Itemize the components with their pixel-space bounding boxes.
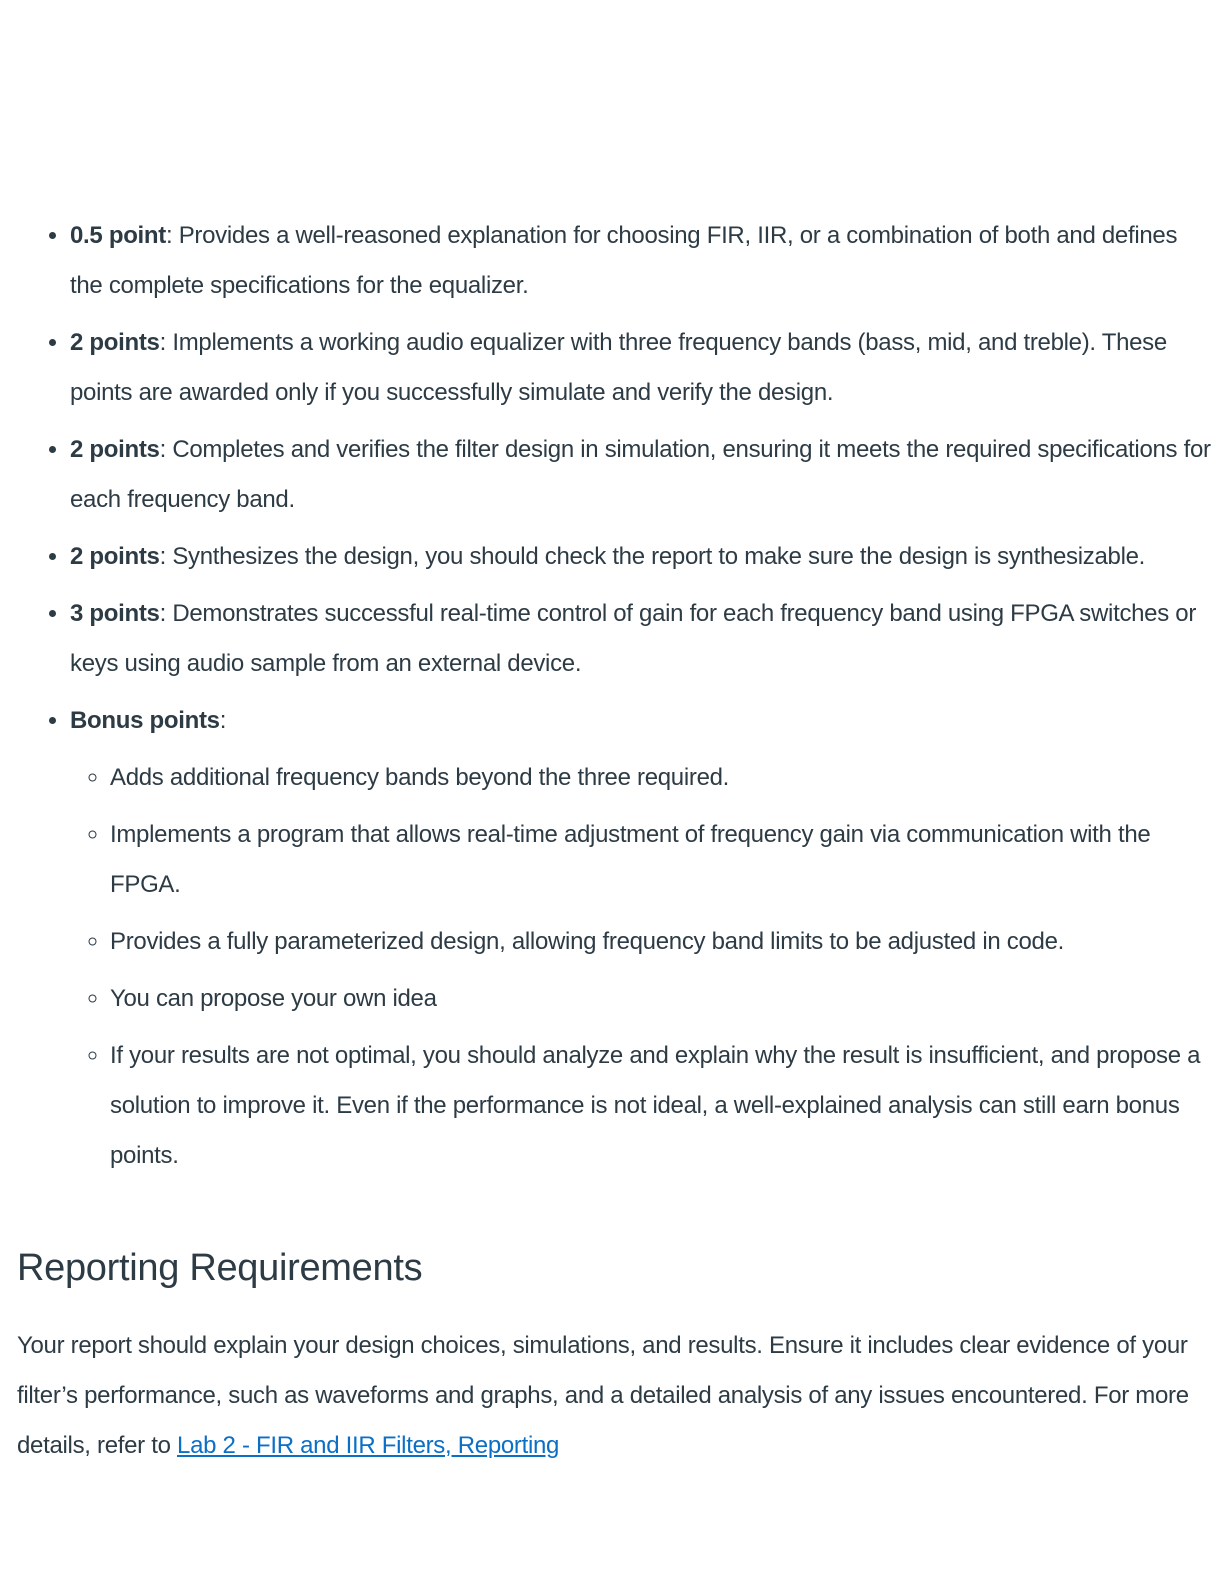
rubric-item: • 2 points: Completes and verifies the filter design in simulation, ensuring it meets the required specifications for each frequency band.: [70, 425, 1212, 525]
reporting-paragraph: Your report should explain your design choices, simulations, and results. Ensure it includes clear evidence of your filter’s performance, such as waveforms and graphs, and a detailed analysis of any issues encountered. For more details, refer to Lab 2 - FIR and IIR Filters, Reporting: [17, 1332, 1189, 1459]
bonus-sub-item: ◦ Adds additional frequency bands beyond the three required.: [110, 753, 1212, 803]
section-heading: Reporting Requirements: [17, 1247, 423, 1289]
bonus-list: [70, 753, 1212, 1181]
reporting-link[interactable]: Lab 2 - FIR and IIR Filters, Reporting: [177, 1432, 560, 1459]
rubric-list: [17, 211, 1212, 1181]
bonus-sub-item: ◦ Implements a program that allows real-time adjustment of frequency gain via communication with the FPGA.: [110, 810, 1212, 910]
rubric-item: • 2 points: Synthesizes the design, you should check the report to make sure the design is synthesizable.: [70, 532, 1212, 582]
bonus-sub-item: ◦ Provides a fully parameterized design, allowing frequency band limits to be adjusted in code.: [110, 917, 1212, 967]
bonus-sub-item: ◦ You can propose your own idea: [110, 974, 1212, 1024]
bonus-sub-item: ◦ If your results are not optimal, you should analyze and explain why the result is insufficient, and propose a solution to improve it. Even if the performance is not ideal, a well-explained analysis can still earn bonus points.: [110, 1031, 1212, 1181]
rubric-item: • 2 points: Implements a working audio equalizer with three frequency bands (bass, mid, and treble). These points are awarded only if you successfully simulate and verify the design.: [70, 318, 1212, 418]
content: [17, 211, 1212, 1471]
rubric-item: • 3 points: Demonstrates successful real-time control of gain for each frequency band using FPGA switches or keys using audio sample from an external device.: [70, 589, 1212, 689]
rubric-item: • 0.5 point: Provides a well-reasoned explanation for choosing FIR, IIR, or a combination of both and defines the complete specifications for the equalizer.: [70, 211, 1212, 311]
bonus-item: • Bonus points: ◦ Adds additional frequency bands beyond the three required. ◦ Implements a program that allows real-time adjustment of frequency gain via communication with the FPGA. ◦ Provides a fully parameterized design, allowing frequency band limits to be adjusted in code. ◦ You can propose your own idea ◦ If your results are not optimal, you should analyze and explain why the result is insufficient, and propose a solution to improve it. Even if the performance is not ideal, a well-explained analysis can still earn bonus points.: [70, 696, 1212, 1181]
